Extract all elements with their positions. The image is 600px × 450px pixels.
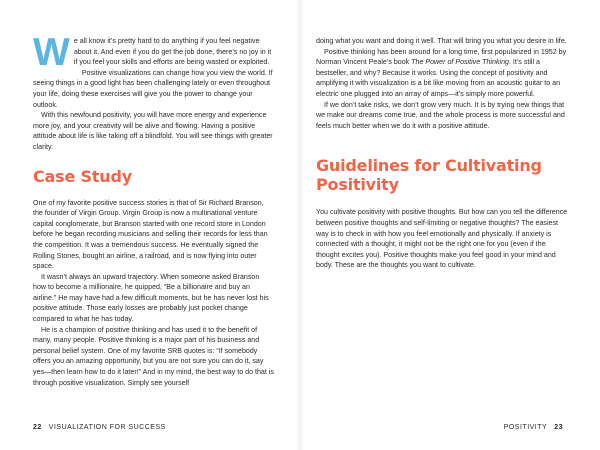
case-study-heading: Case Study — [33, 166, 132, 186]
case-study-paragraph-2: It wasn’t always an upward trajectory. When someone asked Branson how to become a millionaire, he quipped, “Be a billionaire and buy an airline.” He may have had a few difficult moments, but he has never lost his positive attitude. Those early losses are probably just pocket change compared to what he has today. — [33, 272, 269, 324]
intro-paragraph-1-text: e all know it’s pretty hard to do anything if you feel negative about it. And even if you do get the job done, there’s no joy in it if you feel your skills and efforts are being wasted or exploited. — [73, 37, 272, 67]
right-page — [300, 0, 600, 450]
book-title: The Power of Positive Thinking — [411, 58, 509, 67]
paragraph-text-before: Positive thinking has been around for a long time, first popularized in 1952 by Norman Vincent Peale’s book — [316, 47, 567, 67]
guidelines-heading — [316, 156, 570, 194]
case-study-paragraph-1: One of my favorite positive success stories is that of Sir Richard Branson, the founder of Virgin Group. Virgin Group is now a multinational venture capital conglomerate, but Branson started with one record store in London before he began recording musicians and selling their records for less than the competition. It was a tremendous success. He eventually signed the Rolling Stones, bought an airline, a railroad, and is now flying into outer space. — [33, 198, 268, 271]
intro-paragraph-1 — [33, 31, 274, 74]
guidelines-paragraph: You cultivate positivity with positive thoughts. But how can you tell the difference between positive thoughts and self-limiting or negative thoughts? The easiest way is to check in with how you feel emotionally and physically. If anxiety is connected with a thought, it might not be the right one for you (even if the thought excites you). Positive thoughts make you feel good in your mind and body. These are the thoughts you want to cultivate. — [316, 208, 568, 270]
positive-thinking-paragraph — [316, 47, 570, 100]
guidelines-heading-line-2: Positivity — [316, 175, 399, 195]
guidelines-heading-line-1: Guidelines for Cultivating — [316, 156, 542, 176]
risk-paragraph: If we don’t take risks, we don’t grow very much. It is by trying new things that we make our dreams come true, and the whole process is more successful and feels much better when we do it with a positive attitude. — [316, 100, 565, 130]
continued-paragraph: doing what you want and doing it well. That will bring you what you desire in life. — [316, 37, 567, 45]
paragraph-text-after: . It’s still a bestseller, and why? Because it works. Using the concept of positivity and amplifying it with visualization is a bit like moving from an acoustic guitar to an electric one plugged into an array of amps—it’s simply more powerful. — [316, 58, 561, 98]
intro-paragraph-3: With this newfound positivity, you will have more energy and experience more joy, and your creativity will be alive and flowing. Having a positive attitude about life is like taking off a blindfold. You will see things with greater clarity. — [33, 111, 273, 151]
right-running-title: POSITIVITY — [503, 424, 548, 431]
case-study-paragraph-3: He is a champion of positive thinking and has used it to the benefit of many, many people. Positive thinking is a major part of his business and personal belief system. One of my favorite SRB quotes is: “If somebody offers you an amazing opportunity, but you are not sure you can do it, say yes—then learn how to do it later!” And in my mind, the best way to do that is through positive visualization. Simply see yourself — [33, 325, 274, 387]
right-page-number: 23 — [554, 424, 563, 431]
right-folio — [504, 424, 563, 431]
left-folio — [33, 424, 166, 431]
left-running-title: VISUALIZATION FOR SUCCESS — [48, 424, 166, 431]
drop-cap: W — [33, 31, 70, 74]
intro-paragraph-2: Positive visualizations can change how you view the world. If seeing things in a good light has been challenging lately or even throughout your life, doing these exercises will give you the power to change your outlook. — [33, 68, 273, 109]
left-page-number: 22 — [33, 424, 42, 431]
